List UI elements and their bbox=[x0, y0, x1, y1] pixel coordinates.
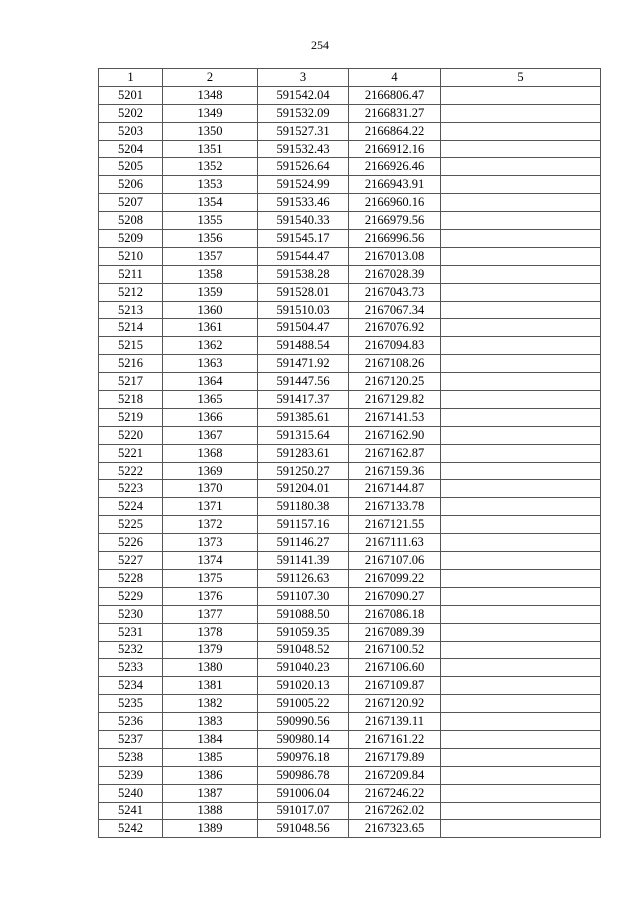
table-cell: 2167179.89 bbox=[349, 748, 441, 766]
table-cell: 1364 bbox=[163, 373, 258, 391]
table-cell: 591527.31 bbox=[258, 122, 349, 140]
table-row bbox=[99, 194, 601, 212]
table-cell: 591471.92 bbox=[258, 355, 349, 373]
table-cell bbox=[441, 659, 601, 677]
table-cell: 591250.27 bbox=[258, 462, 349, 480]
table-row bbox=[99, 605, 601, 623]
table-cell: 591526.64 bbox=[258, 158, 349, 176]
table-cell: 2167129.82 bbox=[349, 391, 441, 409]
table-cell: 590986.78 bbox=[258, 766, 349, 784]
table-row bbox=[99, 659, 601, 677]
table-row bbox=[99, 820, 601, 838]
table-cell: 5223 bbox=[99, 480, 163, 498]
table-row bbox=[99, 641, 601, 659]
table-cell: 591017.07 bbox=[258, 802, 349, 820]
table-cell: 5231 bbox=[99, 623, 163, 641]
table-cell bbox=[441, 605, 601, 623]
table-cell: 591542.04 bbox=[258, 86, 349, 104]
table-row bbox=[99, 391, 601, 409]
table-cell: 1349 bbox=[163, 104, 258, 122]
table-cell: 2166943.91 bbox=[349, 176, 441, 194]
table-cell: 2166912.16 bbox=[349, 140, 441, 158]
table-cell bbox=[441, 480, 601, 498]
table-row bbox=[99, 301, 601, 319]
table-cell bbox=[441, 730, 601, 748]
table-cell: 2167089.39 bbox=[349, 623, 441, 641]
table-cell: 5233 bbox=[99, 659, 163, 677]
table-cell: 1370 bbox=[163, 480, 258, 498]
table-cell: 2167161.22 bbox=[349, 730, 441, 748]
table-cell bbox=[441, 587, 601, 605]
table-cell: 5215 bbox=[99, 337, 163, 355]
table-cell: 5226 bbox=[99, 534, 163, 552]
table-cell: 2167076.92 bbox=[349, 319, 441, 337]
table-cell bbox=[441, 516, 601, 534]
table-cell: 591538.28 bbox=[258, 265, 349, 283]
table-cell bbox=[441, 623, 601, 641]
table-cell: 2167133.78 bbox=[349, 498, 441, 516]
table-cell: 1388 bbox=[163, 802, 258, 820]
table-cell: 5203 bbox=[99, 122, 163, 140]
table-cell: 2167086.18 bbox=[349, 605, 441, 623]
table-cell: 1378 bbox=[163, 623, 258, 641]
table-cell: 2167141.53 bbox=[349, 408, 441, 426]
table-cell: 5216 bbox=[99, 355, 163, 373]
table-cell: 5228 bbox=[99, 569, 163, 587]
table-cell: 591126.63 bbox=[258, 569, 349, 587]
table-cell: 1351 bbox=[163, 140, 258, 158]
table-cell: 2167106.60 bbox=[349, 659, 441, 677]
table-cell: 5220 bbox=[99, 426, 163, 444]
table-row bbox=[99, 748, 601, 766]
table-cell: 591059.35 bbox=[258, 623, 349, 641]
table-row bbox=[99, 104, 601, 122]
table-cell: 1379 bbox=[163, 641, 258, 659]
table-cell: 5212 bbox=[99, 283, 163, 301]
table-cell: 1383 bbox=[163, 713, 258, 731]
table-cell: 1375 bbox=[163, 569, 258, 587]
table-cell: 1355 bbox=[163, 212, 258, 230]
table-cell: 1358 bbox=[163, 265, 258, 283]
table-row bbox=[99, 569, 601, 587]
table-cell: 1352 bbox=[163, 158, 258, 176]
table-cell bbox=[441, 319, 601, 337]
table-cell bbox=[441, 444, 601, 462]
table-cell bbox=[441, 355, 601, 373]
table-cell: 2167139.11 bbox=[349, 713, 441, 731]
table-cell: 2167120.92 bbox=[349, 695, 441, 713]
table-cell: 591540.33 bbox=[258, 212, 349, 230]
table-cell: 591005.22 bbox=[258, 695, 349, 713]
column-header: 3 bbox=[258, 69, 349, 87]
table-cell: 2166831.27 bbox=[349, 104, 441, 122]
table-cell: 5222 bbox=[99, 462, 163, 480]
table-cell: 590976.18 bbox=[258, 748, 349, 766]
table-cell: 5224 bbox=[99, 498, 163, 516]
table-cell: 5227 bbox=[99, 552, 163, 570]
table-cell: 5221 bbox=[99, 444, 163, 462]
table-cell bbox=[441, 212, 601, 230]
table-cell: 2167100.52 bbox=[349, 641, 441, 659]
table-cell: 2167121.55 bbox=[349, 516, 441, 534]
table-cell: 2167067.34 bbox=[349, 301, 441, 319]
table-cell: 2166996.56 bbox=[349, 230, 441, 248]
table-cell: 5202 bbox=[99, 104, 163, 122]
table-cell: 591417.37 bbox=[258, 391, 349, 409]
table-row bbox=[99, 247, 601, 265]
table-cell: 591107.30 bbox=[258, 587, 349, 605]
table-cell: 5230 bbox=[99, 605, 163, 623]
table-row bbox=[99, 498, 601, 516]
table-cell: 5229 bbox=[99, 587, 163, 605]
table-row bbox=[99, 373, 601, 391]
table-cell: 1380 bbox=[163, 659, 258, 677]
table-cell: 2167013.08 bbox=[349, 247, 441, 265]
table-cell: 5232 bbox=[99, 641, 163, 659]
table-cell: 2167120.25 bbox=[349, 373, 441, 391]
table-cell: 2166979.56 bbox=[349, 212, 441, 230]
table-cell: 591315.64 bbox=[258, 426, 349, 444]
table-cell: 2167090.27 bbox=[349, 587, 441, 605]
table-body bbox=[99, 86, 601, 837]
table-cell: 5237 bbox=[99, 730, 163, 748]
table-row bbox=[99, 730, 601, 748]
table-cell: 5214 bbox=[99, 319, 163, 337]
table-cell: 5208 bbox=[99, 212, 163, 230]
table-cell bbox=[441, 462, 601, 480]
table-row bbox=[99, 480, 601, 498]
page-number: 254 bbox=[311, 38, 329, 52]
table-cell: 1374 bbox=[163, 552, 258, 570]
table-cell: 1350 bbox=[163, 122, 258, 140]
table-cell: 1356 bbox=[163, 230, 258, 248]
table-row bbox=[99, 552, 601, 570]
table-cell: 591048.56 bbox=[258, 820, 349, 838]
table-cell: 2167111.63 bbox=[349, 534, 441, 552]
column-header: 2 bbox=[163, 69, 258, 87]
table-cell: 591141.39 bbox=[258, 552, 349, 570]
table-row bbox=[99, 677, 601, 695]
table-cell: 1362 bbox=[163, 337, 258, 355]
coordinates-table bbox=[98, 68, 601, 838]
table-cell: 5210 bbox=[99, 247, 163, 265]
table-cell bbox=[441, 802, 601, 820]
table-row bbox=[99, 319, 601, 337]
table-cell: 1386 bbox=[163, 766, 258, 784]
table-cell: 1377 bbox=[163, 605, 258, 623]
table-cell bbox=[441, 104, 601, 122]
table-cell bbox=[441, 784, 601, 802]
table-cell: 1387 bbox=[163, 784, 258, 802]
table-row bbox=[99, 534, 601, 552]
table-cell: 5205 bbox=[99, 158, 163, 176]
table-cell: 5234 bbox=[99, 677, 163, 695]
table-cell: 1389 bbox=[163, 820, 258, 838]
table-cell: 591088.50 bbox=[258, 605, 349, 623]
table-cell: 2167108.26 bbox=[349, 355, 441, 373]
table-cell: 591157.16 bbox=[258, 516, 349, 534]
table-cell bbox=[441, 695, 601, 713]
table-cell: 5239 bbox=[99, 766, 163, 784]
table-cell: 5207 bbox=[99, 194, 163, 212]
table-row bbox=[99, 784, 601, 802]
table-cell: 1367 bbox=[163, 426, 258, 444]
table-cell bbox=[441, 820, 601, 838]
table-row bbox=[99, 230, 601, 248]
table-cell: 5241 bbox=[99, 802, 163, 820]
table-cell: 5242 bbox=[99, 820, 163, 838]
table-cell: 1382 bbox=[163, 695, 258, 713]
table-cell bbox=[441, 408, 601, 426]
table-cell bbox=[441, 569, 601, 587]
table-row bbox=[99, 176, 601, 194]
table-cell bbox=[441, 283, 601, 301]
table-cell bbox=[441, 337, 601, 355]
table-cell: 5209 bbox=[99, 230, 163, 248]
table-row bbox=[99, 283, 601, 301]
table-cell: 591048.52 bbox=[258, 641, 349, 659]
table-row bbox=[99, 140, 601, 158]
table-row bbox=[99, 86, 601, 104]
table-cell: 2167109.87 bbox=[349, 677, 441, 695]
table-cell: 591385.61 bbox=[258, 408, 349, 426]
table-cell: 5217 bbox=[99, 373, 163, 391]
table-row bbox=[99, 265, 601, 283]
table-header-row bbox=[99, 69, 601, 87]
table-cell bbox=[441, 391, 601, 409]
table-cell: 591283.61 bbox=[258, 444, 349, 462]
table-cell: 2166864.22 bbox=[349, 122, 441, 140]
table-cell bbox=[441, 247, 601, 265]
table-cell: 1357 bbox=[163, 247, 258, 265]
table-row bbox=[99, 122, 601, 140]
table-cell: 1373 bbox=[163, 534, 258, 552]
table-cell: 1376 bbox=[163, 587, 258, 605]
table-cell: 591545.17 bbox=[258, 230, 349, 248]
table-row bbox=[99, 695, 601, 713]
table-cell: 1360 bbox=[163, 301, 258, 319]
table-cell: 5219 bbox=[99, 408, 163, 426]
column-header: 5 bbox=[441, 69, 601, 87]
table-cell bbox=[441, 766, 601, 784]
table-cell: 591544.47 bbox=[258, 247, 349, 265]
table-cell: 2167162.90 bbox=[349, 426, 441, 444]
table-cell bbox=[441, 158, 601, 176]
table-row bbox=[99, 766, 601, 784]
table-row bbox=[99, 516, 601, 534]
table-cell bbox=[441, 498, 601, 516]
table-cell bbox=[441, 230, 601, 248]
table-cell bbox=[441, 713, 601, 731]
table-cell: 1385 bbox=[163, 748, 258, 766]
table-cell bbox=[441, 176, 601, 194]
table-cell bbox=[441, 748, 601, 766]
table-cell: 2167262.02 bbox=[349, 802, 441, 820]
table-cell: 591510.03 bbox=[258, 301, 349, 319]
table-cell: 591006.04 bbox=[258, 784, 349, 802]
table-cell: 1361 bbox=[163, 319, 258, 337]
table-cell: 2166806.47 bbox=[349, 86, 441, 104]
table-cell: 5201 bbox=[99, 86, 163, 104]
table-cell: 5238 bbox=[99, 748, 163, 766]
table-cell bbox=[441, 641, 601, 659]
table-cell: 5235 bbox=[99, 695, 163, 713]
column-header: 1 bbox=[99, 69, 163, 87]
table-cell: 1369 bbox=[163, 462, 258, 480]
table-cell bbox=[441, 122, 601, 140]
table-row bbox=[99, 158, 601, 176]
table-row bbox=[99, 462, 601, 480]
table-cell bbox=[441, 534, 601, 552]
table-cell: 2167099.22 bbox=[349, 569, 441, 587]
table-cell: 2167144.87 bbox=[349, 480, 441, 498]
table-cell: 2166960.16 bbox=[349, 194, 441, 212]
table-cell: 591020.13 bbox=[258, 677, 349, 695]
table-cell: 1371 bbox=[163, 498, 258, 516]
table-row bbox=[99, 212, 601, 230]
table-cell bbox=[441, 86, 601, 104]
table-cell: 5204 bbox=[99, 140, 163, 158]
table-row bbox=[99, 337, 601, 355]
table-cell: 1366 bbox=[163, 408, 258, 426]
table-cell: 2167209.84 bbox=[349, 766, 441, 784]
table-cell bbox=[441, 552, 601, 570]
table-cell: 2167094.83 bbox=[349, 337, 441, 355]
table-cell: 591524.99 bbox=[258, 176, 349, 194]
table-cell: 2167162.87 bbox=[349, 444, 441, 462]
table-cell: 5240 bbox=[99, 784, 163, 802]
table-cell: 591447.56 bbox=[258, 373, 349, 391]
table-cell bbox=[441, 677, 601, 695]
table-cell: 5236 bbox=[99, 713, 163, 731]
table-row bbox=[99, 426, 601, 444]
table-cell: 2167043.73 bbox=[349, 283, 441, 301]
table-cell bbox=[441, 373, 601, 391]
table-cell: 1354 bbox=[163, 194, 258, 212]
table-cell: 1353 bbox=[163, 176, 258, 194]
table-cell: 2167246.22 bbox=[349, 784, 441, 802]
table-cell bbox=[441, 140, 601, 158]
table-row bbox=[99, 802, 601, 820]
table-cell: 1359 bbox=[163, 283, 258, 301]
table-cell: 1348 bbox=[163, 86, 258, 104]
table-cell: 2167159.36 bbox=[349, 462, 441, 480]
table-cell: 590980.14 bbox=[258, 730, 349, 748]
table-row bbox=[99, 444, 601, 462]
table-cell: 1363 bbox=[163, 355, 258, 373]
table-row bbox=[99, 355, 601, 373]
table-cell: 2167323.65 bbox=[349, 820, 441, 838]
table-cell: 5206 bbox=[99, 176, 163, 194]
table-cell: 2167028.39 bbox=[349, 265, 441, 283]
table-cell bbox=[441, 426, 601, 444]
table-cell: 591040.23 bbox=[258, 659, 349, 677]
table-cell: 5218 bbox=[99, 391, 163, 409]
column-header: 4 bbox=[349, 69, 441, 87]
table-row bbox=[99, 623, 601, 641]
table-cell: 590990.56 bbox=[258, 713, 349, 731]
table-cell: 591488.54 bbox=[258, 337, 349, 355]
table-cell: 5213 bbox=[99, 301, 163, 319]
table-cell: 591204.01 bbox=[258, 480, 349, 498]
table-cell: 591532.43 bbox=[258, 140, 349, 158]
table-cell bbox=[441, 265, 601, 283]
table-row bbox=[99, 587, 601, 605]
table-cell: 1365 bbox=[163, 391, 258, 409]
table-cell: 1372 bbox=[163, 516, 258, 534]
table-cell: 591504.47 bbox=[258, 319, 349, 337]
table-row bbox=[99, 408, 601, 426]
table-row bbox=[99, 713, 601, 731]
table-cell: 5211 bbox=[99, 265, 163, 283]
table-cell: 1368 bbox=[163, 444, 258, 462]
table-cell: 591528.01 bbox=[258, 283, 349, 301]
table-cell: 1381 bbox=[163, 677, 258, 695]
table-cell: 1384 bbox=[163, 730, 258, 748]
table-cell: 5225 bbox=[99, 516, 163, 534]
table-cell: 591533.46 bbox=[258, 194, 349, 212]
table-cell: 591532.09 bbox=[258, 104, 349, 122]
table-cell: 591180.38 bbox=[258, 498, 349, 516]
table-cell: 2167107.06 bbox=[349, 552, 441, 570]
table-cell bbox=[441, 301, 601, 319]
table-cell: 591146.27 bbox=[258, 534, 349, 552]
table-cell bbox=[441, 194, 601, 212]
table-cell: 2166926.46 bbox=[349, 158, 441, 176]
